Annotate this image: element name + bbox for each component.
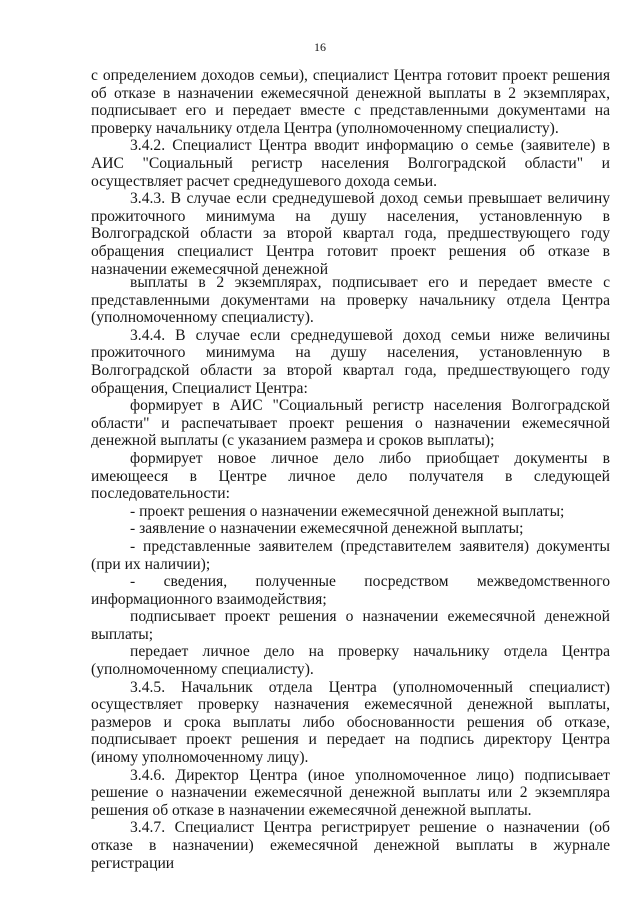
paragraph-3-4-2: 3.4.2. Специалист Центра вводит информацию о семье (заявителе) в АИС "Социальный регистр населения Волгоградской области" и осуществляет расчет среднедушевого дохода семьи. <box>91 137 610 190</box>
paragraph-3-4-3: 3.4.3. В случае если среднедушевой доход семьи превышает величину прожиточного минимума на душу населения, установленную в Волгоградской области за второй квартал года, предшествующего году обращения специалист Центра готовит проект решения об отказе в назначении ежемесячной денежной <box>91 190 610 278</box>
list-item-submitted-documents: - представленные заявителем (представителем заявителя) документы (при их наличии); <box>91 537 610 573</box>
text-block-bottom <box>91 274 610 872</box>
list-item-interagency-info: - сведения, полученные посредством межведомственного информационного взаимодействия; <box>91 573 610 608</box>
paragraph-3-4-5: 3.4.5. Начальник отдела Центра (уполномоченный специалист) осуществляет проверку назначения ежемесячной денежной выплаты, размеров и срока выплаты либо обоснованности решения об отказе, подписывает проект решения и передает на подпись директору Центра (иному уполномоченному лицу). <box>91 678 610 767</box>
paragraph-3-4-7: 3.4.7. Специалист Центра регистрирует решение о назначении (об отказе в назначении) ежемесячной денежной выплаты в журнале регистрации <box>91 819 610 872</box>
paragraph-3-4-4: 3.4.4. В случае если среднедушевой доход семьи ниже величины прожиточного минимума на душу населения, установленную в Волгоградской области за второй квартал года, предшествующего году обращения, Специалист Центра: <box>91 326 610 397</box>
text-block-top <box>91 67 610 278</box>
page-number: 16 <box>314 40 326 54</box>
paragraph-signs-draft: подписывает проект решения о назначении ежемесячной денежной выплаты; <box>91 608 610 643</box>
paragraph-3-4-6: 3.4.6. Директор Центра (иное уполномоченное лицо) подписывает решение о назначении ежемесячной денежной выплаты или 2 экземпляра решения об отказе в назначении ежемесячной денежной выплаты. <box>91 766 610 819</box>
list-item-application: - заявление о назначении ежемесячной денежной выплаты; <box>130 520 524 538</box>
paragraph-3-4-3-continued: выплаты в 2 экземплярах, подписывает его и передает вместе с представленными документами на проверку начальнику отдела Центра (уполномоченному специалисту). <box>91 274 610 327</box>
paragraph-transfers-file: передает личное дело на проверку начальнику отдела Центра (уполномоченному специалисту). <box>91 643 610 679</box>
paragraph-forms-in-ais: формирует в АИС "Социальный регистр населения Волгоградской области" и распечатывает проект решения о назначении ежемесячной денежной выплаты (с указанием размера и сроков выплаты); <box>91 397 610 450</box>
paragraph-forms-personal-file: формирует новое личное дело либо приобщает документы в имеющееся в Центре личное дело получателя в следующей последовательности: <box>91 449 610 503</box>
list-item-draft-decision: - проект решения о назначении ежемесячной денежной выплаты; <box>130 502 565 520</box>
paragraph-continuation: с определением доходов семьи), специалист Центра готовит проект решения об отказе в назначении ежемесячной денежной выплаты в 2 экземплярах, подписывает его и передает вместе с представленными документами на проверку начальнику отдела Центра (уполномоченному специалисту). <box>91 67 610 137</box>
